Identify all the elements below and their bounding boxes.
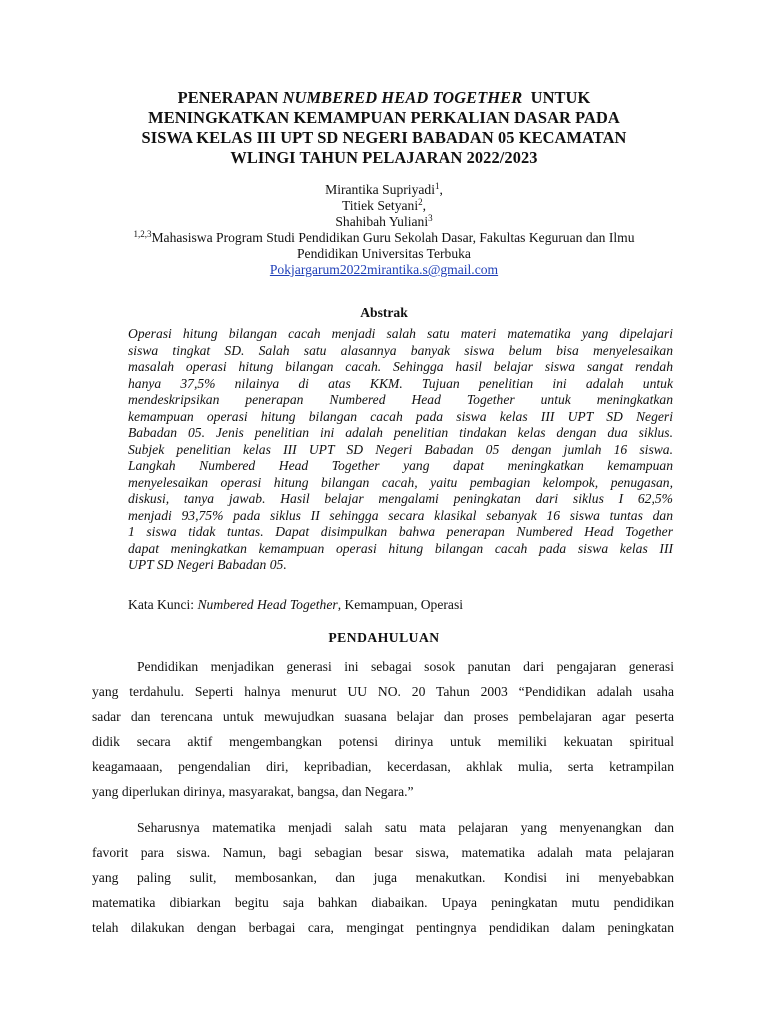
paragraph-line: telah dilakukan dengan berbagai cara, mengingat pentingnya pendidikan dalam peningkatan <box>92 920 674 935</box>
abstract-line: diskusi, tanya jawab. Hasil belajar mengalami peningkatan dari siklus I 62,5% <box>128 491 673 506</box>
title-line-1-suffix: UNTUK <box>522 88 591 107</box>
section-heading-introduction: PENDAHULUAN <box>328 630 440 645</box>
abstract-line: Babadan 05. Jenis penelitian ini adalah penelitian tindakan kelas dengan dua siklus. <box>128 425 673 440</box>
author-2: Titiek Setyani$^2$, <box>341 197 427 213</box>
author-3: Shahibah Yuliani$^3$ <box>335 213 433 229</box>
abstract-line: Subjek penelitian kelas III UPT SD Negeri Babadan 05 dengan jumlah 16 siswa. <box>128 441 673 457</box>
title-line-3: SISWA KELAS III UPT SD NEGERI BABADAN 05 KECAMATAN <box>141 128 627 147</box>
paragraph-2 <box>92 815 674 940</box>
abstract-line: Operasi hitung bilangan cacah menjadi salah satu materi matematika yang dipelajari <box>128 326 673 341</box>
abstract-line: mendeskripsikan penerapan Numbered Head Together untuk meningkatkan <box>128 392 673 407</box>
paragraph-line: Seharusnya matematika menjadi salah satu mata pelajaran yang menyenangkan dan <box>137 820 674 835</box>
abstract-line: menyelesaikan operasi hitung bilangan cacah, yaitu pembagian kelompok, penugasan, <box>128 474 673 490</box>
title-line-1-prefix: PENERAPAN <box>177 88 283 107</box>
paragraph-line: matematika dibiarkan begitu saja bahkan diabaikan. Upaya peningkatan mutu pendidikan <box>92 895 674 910</box>
affiliation: $^{1,2,3}$Mahasiswa Program Studi Pendidikan Guru Sekolah Dasar, Fakultas Keguruan dan Ilmu <box>133 229 635 245</box>
author-1: Mirantika Supriyadi$^1$, <box>325 181 443 197</box>
abstract-line: dapat meningkatkan kemampuan operasi hitung bilangan cacah pada siswa kelas III <box>128 540 673 556</box>
title-line-4: WLINGI TAHUN PELAJARAN 2022/2023 <box>230 148 538 167</box>
paragraph-line: yang terdahulu. Seperti halnya menurut UU NO. 20 Tahun 2003 “Pendidikan adalah usaha <box>92 684 674 699</box>
abstract-line: siswa tingkat SD. Salah satu alasannya banyak siswa belum bisa menyelesaikan <box>128 342 673 358</box>
keywords-label: Kata Kunci: <box>128 597 198 612</box>
abstract-line: hanya 37,5% nilainya di atas KKM. Tujuan penelitian ini adalah untuk <box>128 375 673 391</box>
keywords <box>128 597 673 613</box>
paragraph-line: keagamaaan, pengendalian diri, kepribadian, kecerdasan, akhlak mulia, serta ketrampilan <box>92 759 674 774</box>
title-line-2: MENINGKATKAN KEMAMPUAN PERKALIAN DASAR PADA <box>148 108 620 127</box>
paper-title <box>80 88 688 168</box>
abstract-line: UPT SD Negeri Babadan 05. <box>128 557 287 572</box>
abstract-line: Langkah Numbered Head Together yang dapat meningkatkan kemampuan <box>128 458 673 473</box>
keywords-italic-term: Numbered Head Together <box>197 597 338 612</box>
email-link[interactable]: Pokjargarum2022mirantika.s@gmail.com <box>269 262 499 277</box>
title-line-1-italic: NUMBERED HEAD TOGETHER <box>282 88 523 107</box>
paragraph-line: favorit para siswa. Namun, bagi sebagian besar siswa, matematika adalah mata pelajaran <box>92 845 674 860</box>
abstract-heading: Abstrak <box>360 305 408 320</box>
abstract-line: kemampuan operasi hitung bilangan cacah pada siswa kelas III UPT SD Negeri <box>128 408 673 424</box>
keywords-rest: , Kemampuan, Operasi <box>337 597 464 612</box>
author-block <box>80 182 688 278</box>
paragraph-line: sadar dan terencana untuk mewujudkan suasana belajar dan proses pembelajaran agar peserta <box>92 709 674 724</box>
paragraph-1 <box>92 654 674 804</box>
paragraph-line: yang diperlukan dirinya, masyarakat, bangsa, dan Negara.” <box>92 784 414 799</box>
abstract-line: masalah operasi hitung bilangan cacah. Sehingga hasil belajar siswa sangat rendah <box>128 359 673 374</box>
email-link-wrapper <box>80 262 688 278</box>
title-line-1 <box>80 88 688 108</box>
abstract-line: 1 siswa tidak tuntas. Dapat disimpulkan bahwa penerapan Numbered Head Together <box>128 524 673 539</box>
affiliation-line-2: Pendidikan Universitas Terbuka <box>297 246 471 261</box>
abstract-line: menjadi 93,75% pada siklus II sehingga secara klasikal sebanyak 16 siswa tuntas dan <box>128 507 673 523</box>
paragraph-line: didik secara aktif mengembangkan potensi dirinya untuk memiliki kekuatan spiritual <box>92 734 674 749</box>
paragraph-line: yang paling sulit, membosankan, dan juga menakutkan. Kondisi ini menyebabkan <box>92 870 674 885</box>
paragraph-line: Pendidikan menjadikan generasi ini sebagai sosok panutan dari pengajaran generasi <box>137 659 674 674</box>
abstract-body <box>128 326 673 574</box>
